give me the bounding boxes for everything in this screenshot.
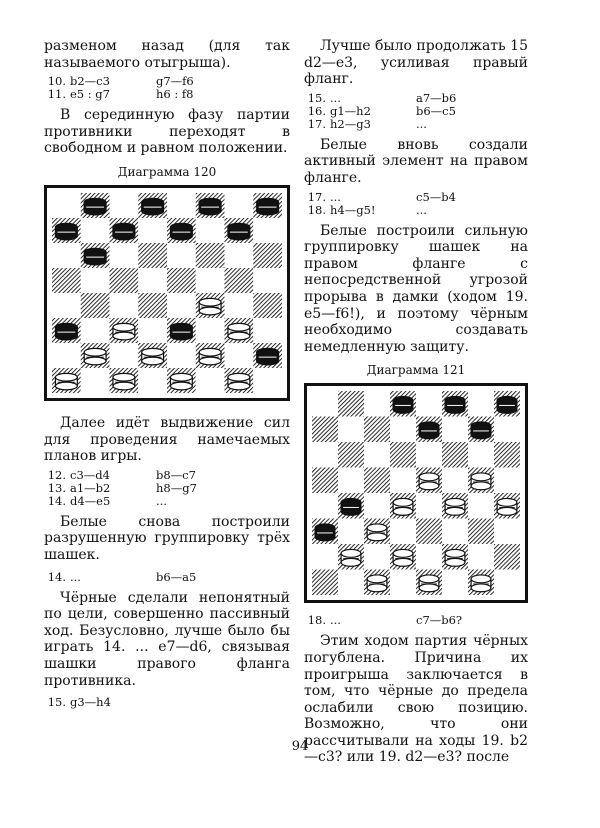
black-checker xyxy=(55,323,77,340)
diagram-120-frame xyxy=(44,185,290,401)
white-checker xyxy=(393,499,413,516)
light-square xyxy=(364,544,390,570)
white-checker xyxy=(199,348,221,365)
black-checker xyxy=(84,248,106,265)
light-square xyxy=(52,243,81,268)
black-move: c5—b4 xyxy=(416,189,456,204)
light-square xyxy=(468,544,494,570)
paragraph: разменом назад (для так называемого отыгрыша). xyxy=(44,38,290,71)
light-square xyxy=(52,343,81,368)
white-checker xyxy=(445,499,465,516)
dark-square xyxy=(167,268,196,293)
light-square xyxy=(494,468,520,494)
dark-square xyxy=(196,243,225,268)
light-square xyxy=(225,243,254,268)
white-move: ... xyxy=(330,613,341,628)
light-square xyxy=(52,293,81,318)
diagram-title: Диаграмма 120 xyxy=(117,164,217,179)
light-square xyxy=(110,193,139,218)
white-move: ... xyxy=(70,569,81,584)
white-checker xyxy=(367,524,387,541)
dark-square xyxy=(253,243,282,268)
light-square xyxy=(416,442,442,468)
light-square xyxy=(52,193,81,218)
light-square xyxy=(338,417,364,443)
left-column xyxy=(44,38,290,715)
black-checker xyxy=(341,499,361,516)
black-move: h8—g7 xyxy=(156,480,197,495)
dark-square xyxy=(494,544,520,570)
black-move: c7—b6? xyxy=(416,613,463,628)
light-square xyxy=(338,519,364,545)
dark-square xyxy=(442,442,468,468)
move-row xyxy=(304,204,528,217)
light-square xyxy=(338,468,364,494)
light-square xyxy=(312,391,338,417)
move-number: 14. xyxy=(47,493,66,508)
dark-square xyxy=(312,468,338,494)
light-square xyxy=(442,468,468,494)
right-column xyxy=(304,38,528,766)
paragraph: Чёрные сделали непонятный по цели, совершенно пассивный ход. Безусловно, лучше было бы играть 14. ... e7—d6, связывая шашки правого фланга противника. xyxy=(44,589,290,689)
light-square xyxy=(364,442,390,468)
diagram-120-board xyxy=(52,193,282,393)
black-move: b6—c5 xyxy=(416,103,456,118)
white-checker xyxy=(367,575,387,592)
light-square xyxy=(81,268,110,293)
dark-square xyxy=(52,268,81,293)
white-move: b2—c3 xyxy=(70,74,110,89)
light-square xyxy=(81,218,110,243)
white-checker xyxy=(419,575,439,592)
light-square xyxy=(416,391,442,417)
white-move: d4—e5 xyxy=(70,493,111,508)
white-move: a1—b2 xyxy=(70,480,111,495)
dark-square xyxy=(338,391,364,417)
light-square xyxy=(442,417,468,443)
white-checker xyxy=(497,499,517,516)
move-row xyxy=(304,92,528,105)
black-checker xyxy=(257,348,279,365)
white-checker xyxy=(228,373,250,390)
light-square xyxy=(81,368,110,393)
light-square xyxy=(468,391,494,417)
light-square xyxy=(442,519,468,545)
diagram-121-frame xyxy=(304,383,528,603)
light-square xyxy=(312,493,338,519)
black-checker xyxy=(170,323,192,340)
light-square xyxy=(338,570,364,596)
move-row xyxy=(304,105,528,118)
move-number: 15. xyxy=(47,695,66,710)
move-row xyxy=(44,695,290,709)
light-square xyxy=(138,218,167,243)
dark-square xyxy=(338,442,364,468)
light-square xyxy=(364,493,390,519)
light-square xyxy=(138,318,167,343)
light-square xyxy=(253,268,282,293)
move-row xyxy=(304,191,528,204)
light-square xyxy=(167,343,196,368)
white-checker xyxy=(113,323,135,340)
light-square xyxy=(494,519,520,545)
black-move: ... xyxy=(416,116,427,131)
white-checker xyxy=(228,323,250,340)
light-square xyxy=(110,293,139,318)
black-checker xyxy=(170,223,192,240)
moves-list xyxy=(304,191,528,217)
diagram-121-board xyxy=(312,391,520,595)
move-number: 16. xyxy=(307,103,326,118)
move-row xyxy=(44,495,290,508)
light-square xyxy=(390,570,416,596)
paragraph: Лучше было продолжать 15 d2—e3, усиливая правый фланг. xyxy=(304,38,528,88)
black-move: a7—b6 xyxy=(416,90,457,105)
light-square xyxy=(225,193,254,218)
move-number: 17. xyxy=(307,116,326,131)
light-square xyxy=(494,417,520,443)
black-checker xyxy=(113,223,135,240)
white-checker xyxy=(419,473,439,490)
white-move: c3—d4 xyxy=(70,467,110,482)
light-square xyxy=(390,519,416,545)
move-number: 10. xyxy=(47,74,66,89)
dark-square xyxy=(110,268,139,293)
black-checker xyxy=(257,198,279,215)
light-square xyxy=(468,442,494,468)
light-square xyxy=(416,544,442,570)
light-square xyxy=(494,570,520,596)
white-checker xyxy=(341,550,361,567)
move-row xyxy=(304,613,528,627)
dark-square xyxy=(364,417,390,443)
dark-square xyxy=(138,293,167,318)
move-row xyxy=(44,469,290,482)
move-number: 18. xyxy=(307,613,326,628)
paragraph: Белые снова построили разрушенную группировку трёх шашек. xyxy=(44,513,290,563)
white-move: h4—g5! xyxy=(330,202,376,217)
move-row xyxy=(44,88,290,101)
white-move: e5 : g7 xyxy=(70,87,110,102)
light-square xyxy=(196,318,225,343)
light-square xyxy=(390,468,416,494)
light-square xyxy=(138,368,167,393)
white-checker xyxy=(113,373,135,390)
light-square xyxy=(364,391,390,417)
move-number: 11. xyxy=(47,87,66,102)
black-move: g7—f6 xyxy=(156,74,194,89)
white-move: g3—h4 xyxy=(70,695,111,710)
black-checker xyxy=(55,223,77,240)
light-square xyxy=(196,268,225,293)
diagram-title: Диаграмма 121 xyxy=(366,363,466,378)
light-square xyxy=(167,243,196,268)
dark-square xyxy=(312,570,338,596)
light-square xyxy=(225,343,254,368)
black-checker xyxy=(445,397,465,414)
light-square xyxy=(167,293,196,318)
dark-square xyxy=(390,442,416,468)
move-number: 15. xyxy=(307,90,326,105)
move-number: 12. xyxy=(47,467,66,482)
black-move: ... xyxy=(156,493,167,508)
dark-square xyxy=(81,293,110,318)
white-checker xyxy=(142,348,164,365)
dark-square xyxy=(138,243,167,268)
dark-square xyxy=(253,293,282,318)
black-move: h6 : f8 xyxy=(156,87,194,102)
dark-square xyxy=(468,519,494,545)
move-number: 13. xyxy=(47,480,66,495)
light-square xyxy=(110,343,139,368)
white-move: ... xyxy=(330,90,341,105)
black-checker xyxy=(393,397,413,414)
moves-list xyxy=(304,92,528,131)
paragraph: Белые построили сильную группировку шашек на правом фланге с непосредственной угрозой прорыва в дамки (ходом 19. e5—f6!), и поэтому чёрным необходимо создавать немедленную защиту. xyxy=(304,222,528,355)
move-row xyxy=(44,482,290,495)
light-square xyxy=(253,218,282,243)
light-square xyxy=(110,243,139,268)
black-checker xyxy=(315,524,335,541)
black-checker xyxy=(199,198,221,215)
black-move: ... xyxy=(416,202,427,217)
move-number: 18. xyxy=(307,202,326,217)
move-number: 14. xyxy=(47,569,66,584)
move-number: 17. xyxy=(307,189,326,204)
black-move: b6—a5 xyxy=(156,569,197,584)
moves-list xyxy=(44,75,290,101)
dark-square xyxy=(494,442,520,468)
paragraph: Далее идёт выдвижение сил для проведения намечаемых планов игры. xyxy=(44,414,290,465)
black-checker xyxy=(419,422,439,439)
dark-square xyxy=(416,519,442,545)
light-square xyxy=(196,218,225,243)
light-square xyxy=(138,268,167,293)
black-checker xyxy=(228,223,250,240)
white-checker xyxy=(471,473,491,490)
light-square xyxy=(196,368,225,393)
light-square xyxy=(312,544,338,570)
light-square xyxy=(468,493,494,519)
light-square xyxy=(442,570,468,596)
white-checker xyxy=(445,550,465,567)
dark-square xyxy=(312,417,338,443)
light-square xyxy=(81,318,110,343)
move-row xyxy=(44,570,290,584)
light-square xyxy=(225,293,254,318)
light-square xyxy=(312,442,338,468)
black-checker xyxy=(84,198,106,215)
move-row xyxy=(304,118,528,131)
white-checker xyxy=(55,373,77,390)
white-checker xyxy=(84,348,106,365)
light-square xyxy=(253,368,282,393)
light-square xyxy=(416,493,442,519)
black-checker xyxy=(471,422,491,439)
white-move: ... xyxy=(330,189,341,204)
white-move: h2—g3 xyxy=(330,116,371,131)
white-checker xyxy=(393,550,413,567)
page-number: 94 xyxy=(291,739,309,754)
dark-square xyxy=(225,268,254,293)
white-checker xyxy=(471,575,491,592)
black-checker xyxy=(497,397,517,414)
paragraph: В серединную фазу партии противники переходят в свободном и равном положении. xyxy=(44,107,290,157)
white-checker xyxy=(170,373,192,390)
moves-list xyxy=(44,469,290,508)
dark-square xyxy=(364,468,390,494)
paragraph: Белые вновь создали активный элемент на правом фланге. xyxy=(304,136,528,186)
paragraph: Этим ходом партия чёрных погублена. Причина их проигрыша заключается в том, что чёрные до предела ослабили свою позицию. Возможно, что они рассчитывали на ходы 19. b2—c3? или 19. d2—e3? после xyxy=(304,633,528,766)
light-square xyxy=(390,417,416,443)
black-move: b8—c7 xyxy=(156,467,196,482)
white-checker xyxy=(199,298,221,315)
black-checker xyxy=(142,198,164,215)
light-square xyxy=(253,318,282,343)
white-move: g1—h2 xyxy=(330,103,371,118)
light-square xyxy=(167,193,196,218)
